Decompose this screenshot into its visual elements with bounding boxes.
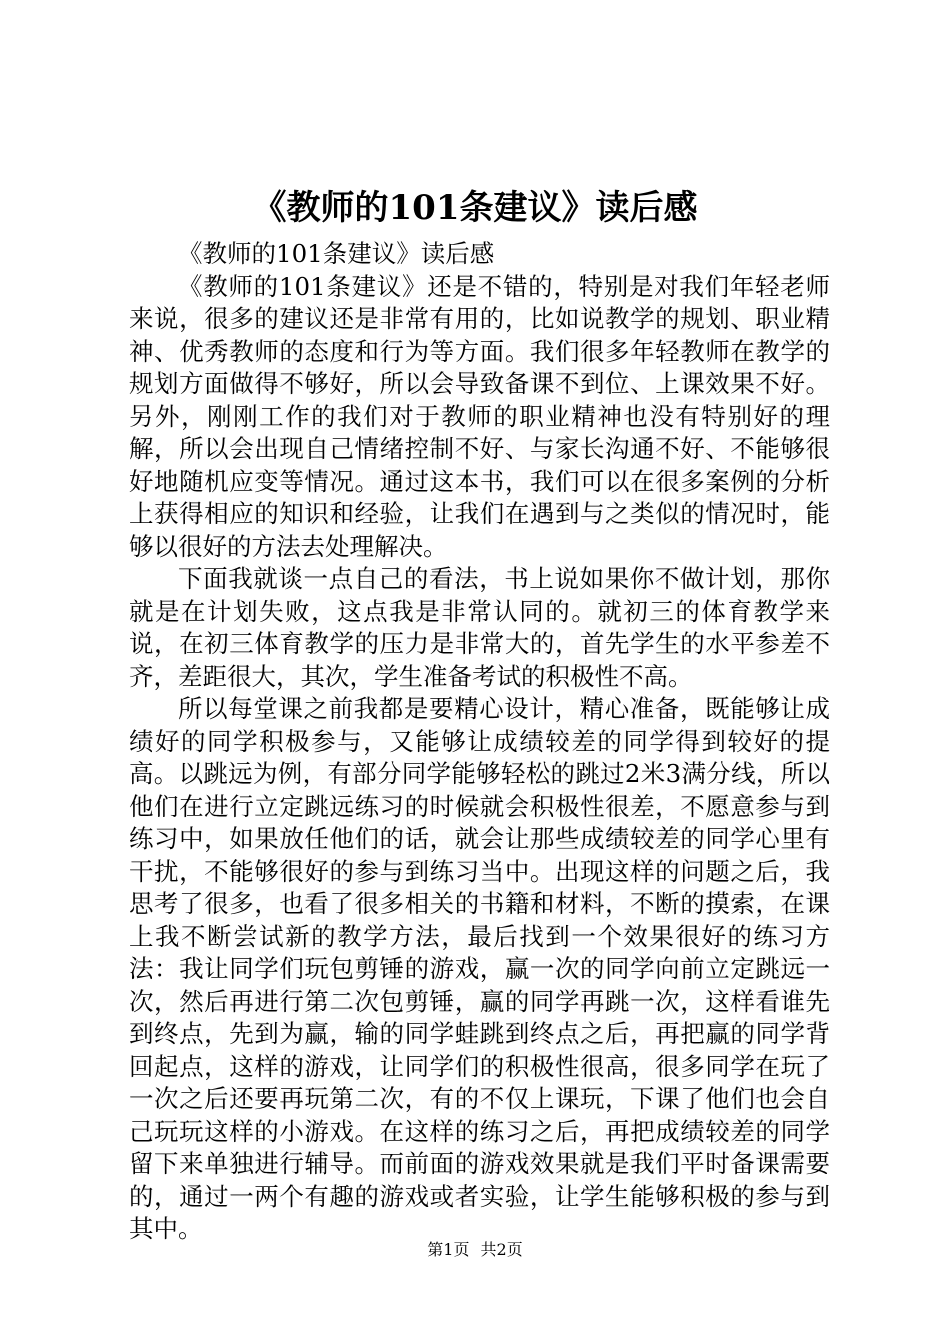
paragraph-1: 《教师的101条建议》还是不错的，特别是对我们年轻老师来说，很多的建议还是非常有用的，比如说教学的规划、职业精神、优秀教师的态度和行为等方面。我们很多年轻教师在教学的规划方面做得不够好，所以会导致备课不到位、上课效果不好。另外，刚刚工作的我们对于教师的职业精神也没有特别好的理解，所以会出现自己情绪控制不好、与家长沟通不好、不能够很好地随机应变等情况。通过这本书，我们可以在很多案例的分析上获得相应的知识和经验，让我们在遇到与之类似的情况时，能够以很好的方法去处理解决。 [129, 271, 830, 561]
page-number-total: 共2页 [480, 1240, 523, 1259]
paragraph-2: 下面我就谈一点自己的看法，书上说如果你不做计划，那你就是在计划失败，这点我是非常认同的。就初三的体育教学来说，在初三体育教学的压力是非常大的，首先学生的水平参差不齐，差距很大，其次，学生准备考试的积极性不高。 [129, 564, 830, 691]
document-subtitle: 《教师的101条建议》读后感 [178, 239, 495, 268]
page-title: 《教师的101条建议》读后感 [252, 188, 698, 228]
page-footer [0, 1238, 950, 1262]
page-number-current: 第1页 [427, 1240, 470, 1259]
paragraph-3: 所以每堂课之前我都是要精心设计，精心准备，既能够让成绩好的同学积极参与，又能够让成绩较差的同学得到较好的提高。以跳远为例，有部分同学能够轻松的跳过2米3满分线，所以他们在进行立定跳远练习的时候就会积极性很差，不愿意参与到练习中，如果放任他们的话，就会让那些成绩较差的同学心里有干扰，不能够很好的参与到练习当中。出现这样的问题之后，我思考了很多，也看了很多相关的书籍和材料，不断的摸索，在课上我不断尝试新的教学方法，最后找到一个效果很好的练习方法：我让同学们玩包剪锤的游戏，赢一次的同学向前立定跳远一次，然后再进行第二次包剪锤，赢的同学再跳一次，这样看谁先到终点，先到为赢，输的同学蛙跳到终点之后，再把赢的同学背回起点，这样的游戏，让同学们的积极性很高，很多同学在玩了一次之后还要再玩第二次，有的不仅上课玩，下课了他们也会自己玩玩这样的小游戏。在这样的练习之后，再把成绩较差的同学留下来单独进行辅导。而前面的游戏效果就是我们平时备课需要的，通过一两个有趣的游戏或者实验，让学生能够积极的参与到其中。 [129, 694, 830, 1243]
document-body [129, 238, 830, 1246]
